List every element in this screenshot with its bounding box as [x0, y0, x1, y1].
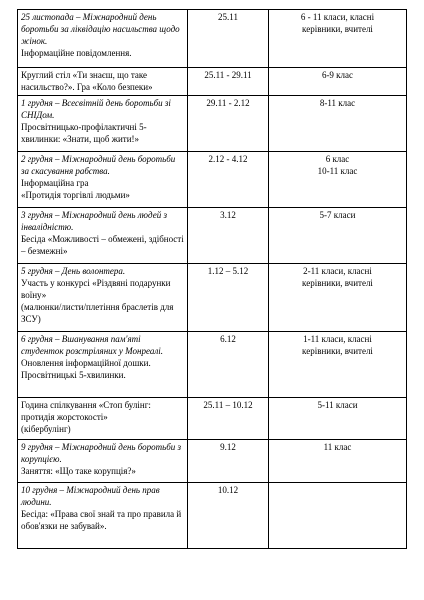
participants-cell [269, 208, 407, 264]
event-cell [18, 96, 188, 152]
participants-cell [269, 264, 407, 332]
table-row [18, 10, 407, 68]
event-title: 5 грудня – День волонтера. [21, 266, 126, 276]
table-row [18, 440, 407, 483]
participants-text: 5-11 класи [317, 400, 358, 410]
event-title: 25 листопада – Міжнародний день боротьби за ліквідацію насильства щодо жінок. [21, 12, 180, 46]
participants-text: 6 клас [325, 154, 350, 164]
event-title: 2 грудня – Міжнародний день боротьби за скасування рабства. [21, 154, 176, 176]
date-cell: 29.11 - 2.12 [188, 96, 269, 152]
table-row [18, 68, 407, 96]
date-cell: 3.12 [188, 208, 269, 264]
participants-cell [269, 96, 407, 152]
activity-text: (кібербулінг) [21, 424, 71, 434]
activity-text: Година спілкування «Стоп булінг: протидія жорстокості» [21, 400, 151, 422]
activity-text: (малюнки/листи/плетіння браслетів для ЗСУ) [21, 302, 174, 324]
event-cell [18, 68, 188, 96]
event-cell [18, 10, 188, 68]
table-row [18, 483, 407, 549]
event-title: 1 грудня – Всесвітній день боротьби зі СНІДом. [21, 98, 171, 120]
table-row [18, 264, 407, 332]
participants-text: керівники, вчителі [302, 346, 373, 356]
participants-text: 10-11 клас [317, 166, 358, 176]
participants-text: 2-11 класи, класні [303, 266, 372, 276]
activity-text: Інформаційна гра [21, 178, 89, 188]
date-cell: 9.12 [188, 440, 269, 483]
events-table [17, 9, 407, 549]
participants-text: 6-9 клас [321, 70, 354, 80]
participants-cell [269, 398, 407, 440]
table-row [18, 398, 407, 440]
event-cell [18, 152, 188, 208]
activity-text: Заняття: «Що таке корупція?» [21, 466, 136, 476]
event-cell [18, 483, 188, 549]
date-cell: 1.12 – 5.12 [188, 264, 269, 332]
participants-cell [269, 68, 407, 96]
activity-text: Круглий стіл «Ти знаєш, що таке насильство?». Гра «Коло безпеки» [21, 70, 153, 92]
activity-text: Участь у конкурсі «Різдвяні подарунки воїну» [21, 278, 171, 300]
activity-text: Просвітницько-профілактичні 5-хвилинки: «Знати, щоб жити!» [21, 122, 147, 144]
participants-cell [269, 10, 407, 68]
participants-cell [269, 152, 407, 208]
participants-text: 5-7 класи [319, 210, 356, 220]
event-cell [18, 208, 188, 264]
activity-text: Бесіда: «Права свої знай та про правила й обов'язки не забувай». [21, 509, 182, 531]
activity-text: «Протидія торгівлі людьми» [21, 190, 130, 200]
date-cell: 2.12 - 4.12 [188, 152, 269, 208]
participants-cell [269, 483, 407, 549]
activity-text: Просвітницькі 5-хвилинки. [21, 370, 126, 380]
participants-text: 11 клас [323, 442, 352, 452]
event-cell [18, 398, 188, 440]
activity-text: Інформаційне повідомлення. [21, 48, 132, 58]
date-cell: 6.12 [188, 332, 269, 398]
participants-text: керівники, вчителі [302, 24, 373, 34]
table-row [18, 332, 407, 398]
date-cell: 10.12 [188, 483, 269, 549]
event-title: 10 грудня – Міжнародний день прав людини. [21, 485, 160, 507]
date-cell: 25.11 - 29.11 [188, 68, 269, 96]
participants-cell [269, 332, 407, 398]
event-cell [18, 332, 188, 398]
event-cell [18, 264, 188, 332]
table-row [18, 152, 407, 208]
event-title: 3 грудня – Міжнародний день людей з інвалідністю. [21, 210, 167, 232]
event-title: 9 грудня – Міжнародний день боротьби з корупцією. [21, 442, 182, 464]
participants-text: 8-11 клас [319, 98, 356, 108]
events-table-body [18, 10, 407, 549]
participants-text: 1-11 класи, класні [303, 334, 372, 344]
participants-text: 6 - 11 класи, класні [300, 12, 375, 22]
activity-text: Бесіда «Можливості – обмежені, здібності – безмежні» [21, 234, 184, 256]
table-row [18, 208, 407, 264]
table-row [18, 96, 407, 152]
date-cell: 25.11 – 10.12 [188, 398, 269, 440]
activity-text: Оновлення інформаційної дошки. [21, 358, 151, 368]
event-title: 6 грудня – Вшанування пам'яті студенток розстріляних у Монреалі. [21, 334, 164, 356]
event-cell [18, 440, 188, 483]
participants-cell [269, 440, 407, 483]
date-cell: 25.11 [188, 10, 269, 68]
participants-text: керівники, вчителі [302, 278, 373, 288]
